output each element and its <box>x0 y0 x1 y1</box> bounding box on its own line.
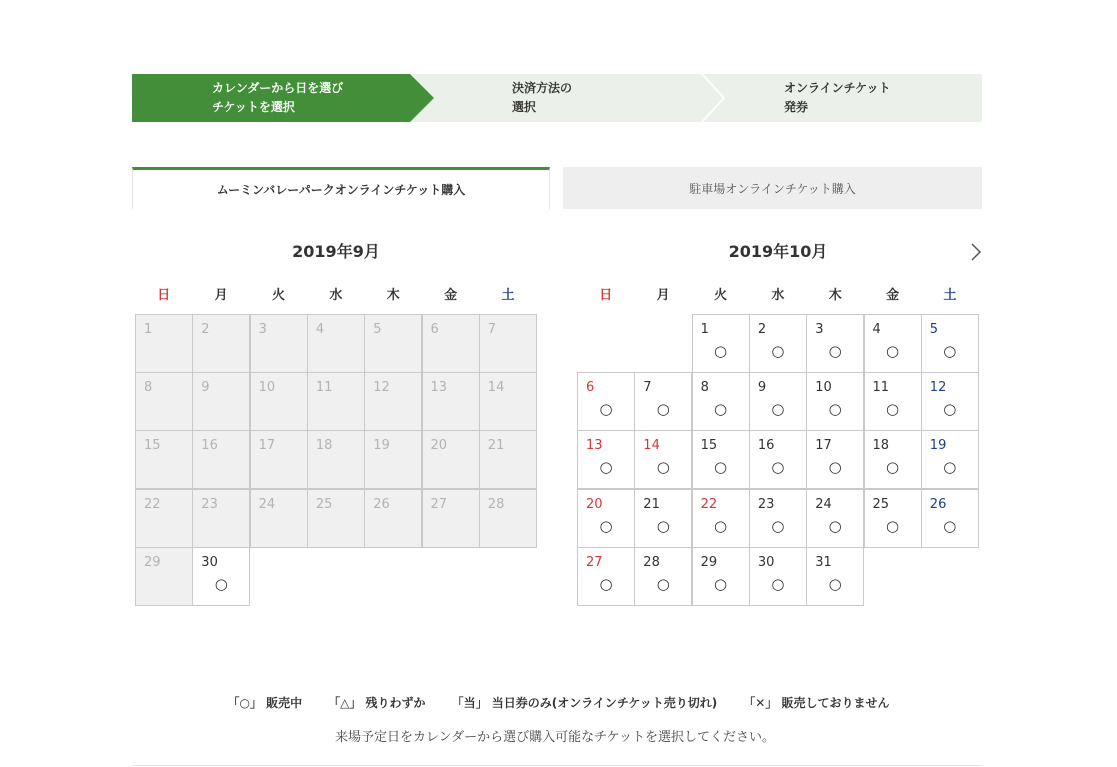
weekday-label: 火 <box>271 288 285 303</box>
day-number: 1 <box>144 322 153 337</box>
calendar-day[interactable] <box>577 547 635 606</box>
day-number: 16 <box>757 438 775 454</box>
day-number: 6 <box>430 322 439 337</box>
availability-mark: ○ <box>828 400 842 419</box>
day-number: 30 <box>757 554 775 570</box>
calendar-day[interactable] <box>749 430 807 489</box>
availability-mark: ○ <box>943 400 957 419</box>
day-number: 25 <box>872 496 890 512</box>
day-number: 12 <box>373 380 390 396</box>
availability-mark: ○ <box>771 400 785 419</box>
day-number: 16 <box>201 438 218 454</box>
calendar-day[interactable] <box>692 372 750 431</box>
calendar-day-past <box>422 489 480 548</box>
day-number: 19 <box>929 438 947 454</box>
day-number: 15 <box>144 438 161 454</box>
calendar-day-past <box>479 314 537 373</box>
calendar-day-past <box>364 489 422 548</box>
calendar-day-past <box>307 430 365 489</box>
day-number: 2 <box>201 322 210 337</box>
calendar-day[interactable] <box>577 489 635 548</box>
calendar-day[interactable] <box>806 489 864 548</box>
day-number: 20 <box>430 438 448 454</box>
calendar-day-past <box>364 314 422 373</box>
calendar-day[interactable] <box>692 430 750 489</box>
availability-mark: ○ <box>943 516 957 535</box>
day-number: 5 <box>373 322 382 337</box>
weekday-label: 水 <box>771 288 785 303</box>
calendar-october <box>577 240 979 593</box>
step-select-date <box>132 74 410 122</box>
legend-not-on-sale: 「✕」 販売しておりません <box>743 696 890 710</box>
calendar-day-past <box>479 489 537 548</box>
availability-mark: ○ <box>828 458 842 477</box>
step-label: カレンダーから日を選び チケットを選択 <box>212 81 344 114</box>
availability-mark: ○ <box>828 516 842 535</box>
calendar-day[interactable] <box>864 314 922 373</box>
calendar-day-past <box>192 489 250 548</box>
day-number: 19 <box>373 438 390 454</box>
calendar-day-past <box>135 314 193 373</box>
day-number: 7 <box>487 322 497 337</box>
availability-legend <box>0 694 1117 711</box>
calendar-day[interactable] <box>921 489 979 548</box>
calendar-day[interactable] <box>864 372 922 431</box>
availability-mark: ○ <box>656 458 670 477</box>
weekday-label: 木 <box>386 288 400 303</box>
day-number: 13 <box>430 380 448 396</box>
calendar-day-past <box>422 372 480 431</box>
calendar-day-past <box>135 372 193 431</box>
month-title: 2019年10月 <box>728 242 828 261</box>
availability-mark: ○ <box>714 574 728 593</box>
calendar-day-past <box>307 314 365 373</box>
calendar-day[interactable] <box>692 314 750 373</box>
day-number: 20 <box>586 496 603 512</box>
calendar-day[interactable] <box>634 547 692 606</box>
step-label: オンラインチケット 発券 <box>784 81 891 114</box>
weekday-label: 日 <box>157 288 171 303</box>
day-number: 8 <box>144 380 153 396</box>
day-number: 6 <box>586 380 595 396</box>
calendar-day-past <box>192 314 250 373</box>
availability-mark: ○ <box>599 574 613 593</box>
day-number: 3 <box>258 322 267 337</box>
step-issue-ticket <box>784 74 891 122</box>
weekday-label: 土 <box>943 288 957 303</box>
weekday-label: 月 <box>656 288 670 303</box>
day-number: 27 <box>586 554 603 570</box>
availability-mark: ○ <box>771 458 785 477</box>
availability-mark: ○ <box>714 458 728 477</box>
calendar-day[interactable] <box>806 314 864 373</box>
day-number: 13 <box>586 438 603 454</box>
calendar-day[interactable] <box>692 547 750 606</box>
day-number: 24 <box>258 496 276 512</box>
day-number: 22 <box>144 496 161 512</box>
day-number: 31 <box>815 554 832 570</box>
weekday-header <box>577 286 979 306</box>
calendar-day-past <box>479 372 537 431</box>
calendar-day-past <box>307 489 365 548</box>
day-number: 1 <box>700 322 709 337</box>
calendar-day[interactable] <box>806 430 864 489</box>
calendar-day-past <box>250 430 308 489</box>
progress-steps <box>132 74 982 122</box>
weekday-label: 日 <box>599 288 613 303</box>
calendar-day[interactable] <box>192 547 250 606</box>
availability-mark: ○ <box>943 342 957 360</box>
day-number: 3 <box>815 322 824 337</box>
step-label: 決済方法の 選択 <box>512 81 573 114</box>
weekday-label: 木 <box>828 288 842 303</box>
day-number: 26 <box>373 496 390 512</box>
weekday-label: 金 <box>886 288 900 303</box>
availability-mark: ○ <box>714 400 728 419</box>
calendar-september <box>135 240 537 593</box>
day-number: 22 <box>700 496 718 512</box>
day-number: 5 <box>929 322 939 337</box>
day-number: 17 <box>815 438 832 454</box>
day-number: 9 <box>201 380 210 396</box>
availability-mark: ○ <box>599 400 613 419</box>
day-number: 28 <box>487 496 505 512</box>
day-number: 10 <box>258 380 276 396</box>
legend-few-left: 「△」 残りわずか <box>328 696 426 710</box>
divider <box>132 765 982 766</box>
day-number: 21 <box>487 438 505 454</box>
day-number: 11 <box>315 380 333 396</box>
calendar-day[interactable] <box>749 314 807 373</box>
weekday-label: 火 <box>713 288 727 303</box>
calendar-day[interactable] <box>634 489 692 548</box>
availability-mark: ○ <box>771 342 785 360</box>
tab-park-ticket[interactable]: ムーミンバレーパークオンラインチケット購入 <box>132 167 550 209</box>
availability-mark: ○ <box>599 516 613 535</box>
calendar-day-past <box>135 547 193 606</box>
day-number: 29 <box>700 554 718 570</box>
chevron-right-icon[interactable] <box>968 242 984 262</box>
day-number: 26 <box>929 496 947 512</box>
calendar-day[interactable] <box>806 547 864 606</box>
availability-mark: ○ <box>714 516 728 535</box>
calendar-day-past <box>250 314 308 373</box>
day-number: 25 <box>315 496 333 512</box>
calendar-day-past <box>364 430 422 489</box>
calendar-day-past <box>135 430 193 489</box>
day-number: 11 <box>872 380 890 396</box>
day-number: 29 <box>144 554 161 570</box>
day-number: 2 <box>757 322 767 337</box>
availability-mark: ○ <box>656 400 670 419</box>
calendar-day[interactable] <box>749 489 807 548</box>
day-number: 23 <box>201 496 218 512</box>
calendar-day[interactable] <box>749 372 807 431</box>
day-number: 4 <box>315 322 325 337</box>
tab-parking-ticket[interactable]: 駐車場オンラインチケット購入 <box>563 167 982 209</box>
instruction-text: 来場予定日をカレンダーから選び購入可能なチケットを選択してください。 <box>335 730 775 745</box>
weekday-header <box>135 286 537 306</box>
calendar-day-past <box>364 372 422 431</box>
availability-mark: ○ <box>943 458 957 477</box>
weekday-label: 土 <box>501 288 515 303</box>
availability-mark: ○ <box>771 574 785 593</box>
calendar-day-past <box>422 314 480 373</box>
calendar-day[interactable] <box>692 489 750 548</box>
day-number: 30 <box>201 554 218 570</box>
calendar-day[interactable] <box>864 430 922 489</box>
day-number: 4 <box>872 322 881 337</box>
day-number: 23 <box>757 496 775 512</box>
day-number: 27 <box>430 496 448 512</box>
availability-mark: ○ <box>214 574 228 593</box>
day-number: 18 <box>872 438 890 454</box>
calendar-day-past <box>135 489 193 548</box>
availability-mark: ○ <box>885 342 900 360</box>
availability-mark: ○ <box>656 574 670 593</box>
calendar-day[interactable] <box>634 430 692 489</box>
day-number: 17 <box>258 438 276 454</box>
day-number: 10 <box>815 380 832 396</box>
day-number: 8 <box>700 380 709 396</box>
calendar-day-past <box>479 430 537 489</box>
step-separator-icon <box>700 74 726 122</box>
availability-mark: ○ <box>828 342 842 360</box>
day-number: 18 <box>315 438 333 454</box>
availability-mark: ○ <box>885 458 900 477</box>
calendar-day[interactable] <box>806 372 864 431</box>
weekday-label: 月 <box>214 288 228 303</box>
day-number: 24 <box>815 496 832 512</box>
ticket-tabs <box>132 167 982 209</box>
calendar-day[interactable] <box>634 372 692 431</box>
calendar-day-past <box>307 372 365 431</box>
calendar-day-past <box>192 430 250 489</box>
availability-mark: ○ <box>885 400 900 419</box>
day-number: 15 <box>700 438 718 454</box>
calendar-day[interactable] <box>921 372 979 431</box>
step-select-payment <box>512 74 572 122</box>
weekday-label: 金 <box>444 288 458 303</box>
calendar-day[interactable] <box>921 430 979 489</box>
availability-mark: ○ <box>599 458 613 477</box>
availability-mark: ○ <box>885 516 900 535</box>
calendar-day-past <box>192 372 250 431</box>
day-number: 14 <box>487 380 505 396</box>
availability-mark: ○ <box>771 516 785 535</box>
availability-mark: ○ <box>656 516 670 535</box>
weekday-label: 水 <box>329 288 343 303</box>
day-number: 12 <box>929 380 947 396</box>
calendar-day-past <box>422 430 480 489</box>
availability-mark: ○ <box>828 574 842 593</box>
legend-on-sale: 「○」 販売中 <box>227 696 303 710</box>
legend-same-day-only: 「当」 当日券のみ(オンラインチケット売り切れ) <box>451 696 718 710</box>
day-number: 21 <box>643 496 660 512</box>
calendar-day[interactable] <box>577 372 635 431</box>
day-number: 9 <box>757 380 767 396</box>
day-number: 28 <box>643 554 660 570</box>
day-number: 7 <box>643 380 652 396</box>
calendar-day[interactable] <box>864 489 922 548</box>
calendar-day[interactable] <box>921 314 979 373</box>
calendar-day-past <box>250 372 308 431</box>
month-title: 2019年9月 <box>292 242 380 261</box>
calendar-day[interactable] <box>749 547 807 606</box>
calendar-day-past <box>250 489 308 548</box>
calendar-day[interactable] <box>577 430 635 489</box>
day-number: 14 <box>643 438 660 454</box>
availability-mark: ○ <box>714 342 728 360</box>
